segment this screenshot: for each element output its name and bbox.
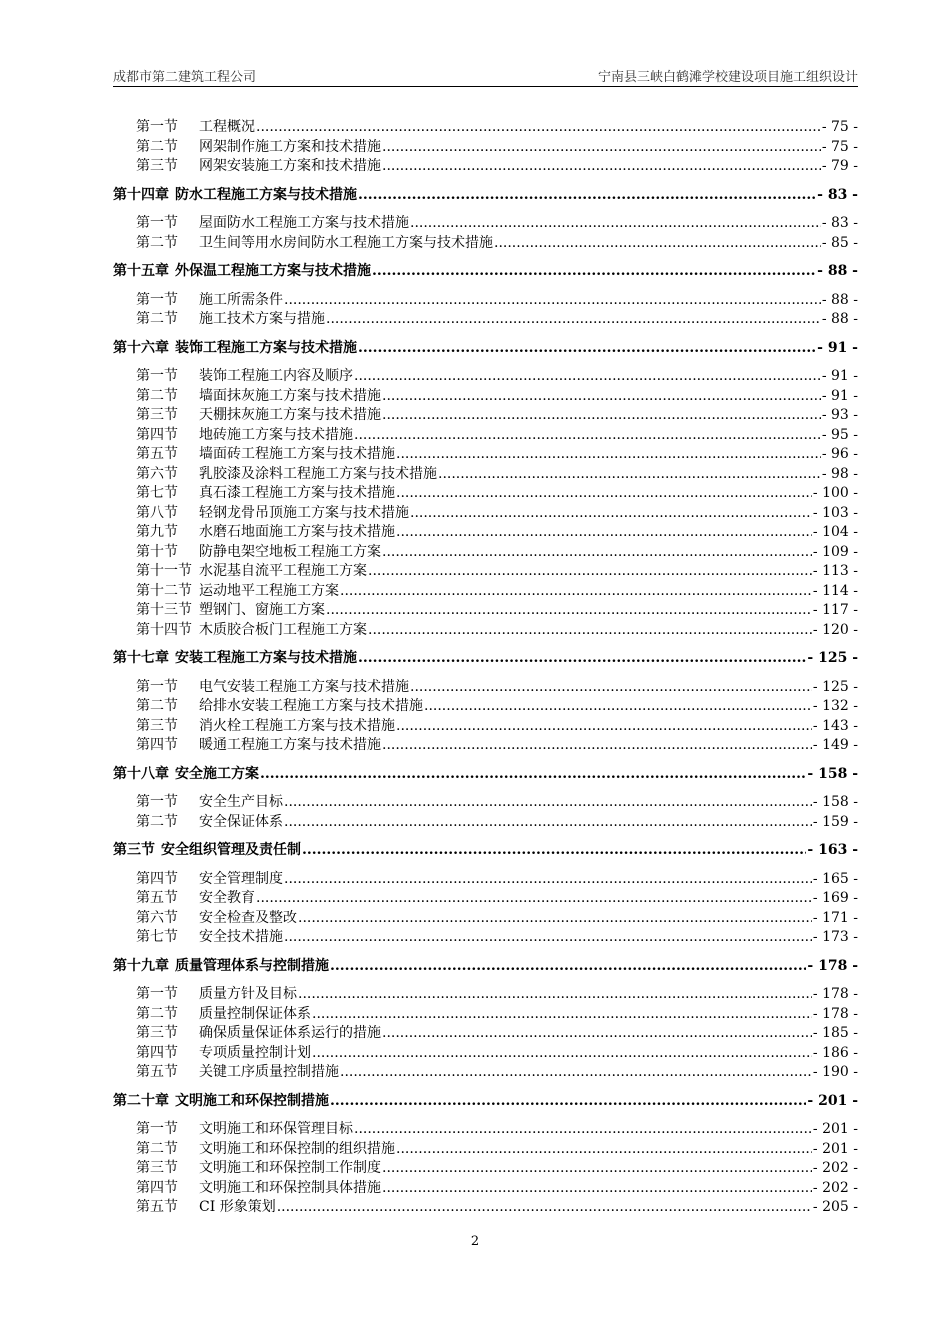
toc-entry-number: 第十一节: [136, 563, 192, 579]
toc-dot-leader: [340, 583, 812, 599]
toc-section-entry[interactable]: [113, 232, 858, 252]
toc-entry-title: 质量控制保证体系: [199, 1005, 311, 1022]
page-header: [113, 66, 858, 87]
toc-dot-leader: [382, 407, 821, 423]
toc-section-entry[interactable]: [113, 695, 858, 715]
toc-entry-title: 安全检查及整改: [199, 909, 297, 926]
toc-entry-title: 工程概况: [199, 119, 255, 135]
toc-section-entry[interactable]: [113, 887, 858, 907]
toc-entry-title: 天棚抹灰施工方案与技术措施: [199, 407, 381, 423]
toc-entry-page: - 202 -: [812, 1160, 858, 1176]
toc-dot-leader: [424, 698, 812, 714]
toc-entry-number: 第四节: [136, 870, 178, 887]
toc-section-entry[interactable]: [113, 811, 858, 831]
toc-entry-page: - 79 -: [821, 158, 858, 174]
toc-entry-title: 塑钢门、窗施工方案: [199, 602, 325, 618]
toc-dot-leader: [410, 679, 812, 695]
toc-entry-title: 防水工程施工方案与技术措施: [175, 186, 357, 203]
toc-entry-page: - 169 -: [812, 890, 858, 906]
toc-entry-number: 第五节: [136, 1199, 178, 1215]
toc-dot-leader: [330, 958, 806, 974]
toc-dot-leader: [358, 650, 806, 666]
toc-chapter-entry[interactable]: [113, 839, 858, 859]
toc-entry-number: 第二节: [136, 1140, 178, 1157]
toc-entry-page: - 103 -: [812, 504, 858, 521]
toc-entry-number: 第十二节: [136, 582, 192, 599]
toc-entry-page: - 109 -: [812, 543, 858, 560]
toc-chapter-entry[interactable]: [113, 955, 858, 975]
toc-entry-page: - 114 -: [812, 582, 858, 599]
company-name: 成都市第二建筑工程公司: [113, 70, 257, 85]
toc-section-entry[interactable]: [113, 983, 858, 1003]
toc-entry-page: - 158 -: [807, 765, 858, 782]
toc-entry-number: 第一节: [136, 215, 178, 231]
toc-entry-page: - 88 -: [817, 263, 858, 279]
toc-entry-page: - 120 -: [812, 621, 858, 638]
toc-entry-number: 第五节: [136, 446, 178, 462]
toc-entry-title: 安全管理制度: [199, 870, 283, 887]
toc-entry-number: 第一节: [136, 368, 178, 384]
toc-entry-title: 轻钢龙骨吊顶施工方案与技术措施: [199, 504, 409, 521]
toc-section-entry[interactable]: [113, 580, 858, 600]
toc-entry-page: - 158 -: [812, 794, 858, 810]
toc-entry-title: 暖通工程施工方案与技术措施: [199, 737, 381, 753]
toc-section-entry[interactable]: [113, 1061, 858, 1081]
toc-entry-number: 第一节: [136, 1121, 178, 1137]
toc-section-entry[interactable]: [113, 463, 858, 483]
toc-entry-number: 第十九章: [113, 957, 169, 974]
toc-dot-leader: [368, 622, 812, 638]
toc-entry-number: 第二节: [136, 311, 178, 327]
toc-entry-number: 第二十章: [113, 1092, 169, 1109]
toc-entry-page: - 93 -: [821, 407, 858, 423]
toc-entry-number: 第一节: [136, 678, 178, 695]
toc-entry-title: 网架制作施工方案和技术措施: [199, 138, 381, 155]
toc-entry-title: 乳胶漆及涂料工程施工方案与技术措施: [199, 465, 437, 482]
toc-entry-page: - 202 -: [812, 1179, 858, 1196]
toc-dot-leader: [382, 388, 821, 404]
toc-entry-page: - 96 -: [821, 446, 858, 462]
toc-chapter-entry[interactable]: [113, 1090, 858, 1110]
toc-entry-page: - 75 -: [821, 119, 858, 135]
toc-entry-page: - 85 -: [821, 234, 858, 251]
toc-dot-leader: [368, 563, 812, 579]
toc-entry-page: - 178 -: [812, 986, 858, 1002]
toc-entry-page: - 98 -: [821, 465, 858, 482]
toc-entry-number: 第二节: [136, 138, 178, 155]
toc-entry-number: 第七节: [136, 485, 178, 501]
toc-entry-title: 文明施工和环保控制工作制度: [199, 1160, 381, 1176]
toc-section-entry[interactable]: [113, 521, 858, 541]
toc-section-entry[interactable]: [113, 1003, 858, 1023]
toc-entry-page: - 163 -: [807, 842, 858, 858]
toc-entry-title: 文明施工和环保控制具体措施: [199, 1179, 381, 1196]
toc-entry-page: - 113 -: [812, 563, 858, 579]
toc-entry-number: 第十三节: [136, 602, 192, 618]
toc-section-entry[interactable]: [113, 599, 858, 619]
toc-entry-title: 安全组织管理及责任制: [161, 842, 301, 858]
toc-entry-title: 防静电架空地板工程施工方案: [199, 543, 381, 560]
toc-section-entry[interactable]: [113, 136, 858, 156]
toc-dot-leader: [256, 119, 821, 135]
toc-dot-leader: [382, 1025, 812, 1041]
toc-section-entry[interactable]: [113, 560, 858, 580]
toc-entry-number: 第十四章: [113, 186, 169, 203]
toc-dot-leader: [330, 1093, 806, 1109]
toc-entry-page: - 165 -: [812, 870, 858, 887]
toc-entry-page: - 88 -: [821, 311, 858, 327]
toc-entry-title: 水泥基自流平工程施工方案: [199, 563, 367, 579]
toc-entry-page: - 149 -: [812, 737, 858, 753]
toc-chapter-entry[interactable]: [113, 763, 858, 783]
toc-entry-page: - 117 -: [812, 602, 858, 618]
toc-entry-title: 木质胶合板门工程施工方案: [199, 621, 367, 638]
toc-entry-page: - 171 -: [812, 909, 858, 926]
toc-section-entry[interactable]: [113, 308, 858, 328]
toc-entry-number: 第三节: [136, 158, 178, 174]
toc-entry-number: 第六节: [136, 465, 178, 482]
toc-entry-number: 第一节: [136, 291, 178, 308]
toc-entry-title: 消火栓工程施工方案与技术措施: [199, 717, 395, 734]
toc-entry-number: 第十六章: [113, 339, 169, 356]
toc-entry-title: 文明施工和环保控制的组织措施: [199, 1140, 395, 1157]
toc-section-entry[interactable]: [113, 116, 858, 136]
toc-entry-title: 给排水安装工程施工方案与技术措施: [199, 698, 423, 714]
toc-dot-leader: [396, 718, 812, 734]
toc-dot-leader: [326, 311, 821, 327]
toc-entry-number: 第四节: [136, 426, 178, 443]
toc-entry-title: 电气安装工程施工方案与技术措施: [199, 678, 409, 695]
toc-dot-leader: [298, 986, 812, 1002]
toc-entry-title: 卫生间等用水房间防水工程施工方案与技术措施: [199, 234, 493, 251]
toc-entry-title: 施工技术方案与措施: [199, 311, 325, 327]
toc-section-entry[interactable]: [113, 155, 858, 175]
toc-dot-leader: [312, 1006, 812, 1022]
toc-dot-leader: [372, 263, 816, 279]
toc-entry-title: 安装工程施工方案与技术措施: [175, 650, 357, 666]
toc-section-entry[interactable]: [113, 791, 858, 811]
toc-entry-page: - 75 -: [821, 138, 858, 155]
toc-section-entry[interactable]: [113, 365, 858, 385]
toc-section-entry[interactable]: [113, 404, 858, 424]
toc-dot-leader: [326, 602, 812, 618]
toc-entry-page: - 125 -: [807, 650, 858, 666]
toc-entry-page: - 178 -: [807, 957, 858, 974]
toc-entry-title: 文明施工和环保控制措施: [175, 1092, 329, 1109]
toc-section-entry[interactable]: [113, 868, 858, 888]
toc-entry-page: - 83 -: [821, 215, 858, 231]
page-number: 2: [470, 1234, 480, 1249]
toc-entry-number: 第七节: [136, 929, 178, 945]
toc-entry-title: 关键工序质量控制措施: [199, 1064, 339, 1080]
toc-entry-title: 文明施工和环保管理目标: [199, 1121, 353, 1137]
toc-entry-title: 安全保证体系: [199, 813, 283, 830]
toc-entry-number: 第十七章: [113, 650, 169, 666]
toc-entry-page: - 143 -: [812, 717, 858, 734]
toc-dot-leader: [260, 766, 806, 782]
toc-entry-title: 确保质量保证体系运行的措施: [199, 1025, 381, 1041]
toc-entry-page: - 173 -: [812, 929, 858, 945]
toc-chapter-entry[interactable]: [113, 184, 858, 204]
toc-entry-page: - 186 -: [812, 1044, 858, 1061]
toc-entry-number: 第二节: [136, 1005, 178, 1022]
toc-entry-title: 施工所需条件: [199, 291, 283, 308]
toc-dot-leader: [410, 215, 821, 231]
toc-section-entry[interactable]: [113, 676, 858, 696]
toc-entry-number: 第三节: [113, 842, 155, 858]
toc-entry-title: 装饰工程施工内容及顺序: [199, 368, 353, 384]
toc-entry-number: 第九节: [136, 524, 178, 540]
toc-dot-leader: [284, 871, 812, 887]
toc-entry-number: 第三节: [136, 717, 178, 734]
toc-section-entry[interactable]: [113, 1157, 858, 1177]
toc-entry-title: 墙面砖工程施工方案与技术措施: [199, 446, 395, 462]
toc-entry-title: 运动地平工程施工方案: [199, 582, 339, 599]
toc-dot-leader: [284, 929, 812, 945]
toc-dot-leader: [396, 524, 812, 540]
toc-entry-page: - 185 -: [812, 1025, 858, 1041]
toc-entry-number: 第三节: [136, 1160, 178, 1176]
toc-entry-title: 屋面防水工程施工方案与技术措施: [199, 215, 409, 231]
toc-section-entry[interactable]: [113, 541, 858, 561]
toc-entry-number: 第十节: [136, 543, 178, 560]
toc-entry-title: CI 形象策划: [199, 1199, 276, 1215]
toc-entry-number: 第八节: [136, 504, 178, 521]
toc-dot-leader: [382, 544, 812, 560]
toc-section-entry[interactable]: [113, 1118, 858, 1138]
toc-section-entry[interactable]: [113, 619, 858, 639]
toc-entry-page: - 88 -: [821, 291, 858, 308]
table-of-contents: [113, 116, 858, 1216]
toc-dot-leader: [382, 158, 821, 174]
toc-entry-number: 第一节: [136, 986, 178, 1002]
toc-entry-number: 第二节: [136, 234, 178, 251]
toc-section-entry[interactable]: [113, 443, 858, 463]
toc-dot-leader: [354, 427, 821, 443]
toc-entry-page: - 190 -: [812, 1064, 858, 1080]
toc-chapter-entry[interactable]: [113, 647, 858, 667]
toc-section-entry[interactable]: [113, 907, 858, 927]
toc-entry-title: 质量管理体系与控制措施: [175, 957, 329, 974]
toc-entry-page: - 95 -: [821, 426, 858, 443]
toc-entry-number: 第四节: [136, 737, 178, 753]
toc-entry-page: - 178 -: [812, 1005, 858, 1022]
toc-dot-leader: [312, 1045, 812, 1061]
toc-section-entry[interactable]: [113, 289, 858, 309]
toc-dot-leader: [277, 1199, 812, 1215]
toc-section-entry[interactable]: [113, 734, 858, 754]
toc-chapter-entry[interactable]: [113, 337, 858, 357]
toc-section-entry[interactable]: [113, 1138, 858, 1158]
toc-entry-number: 第二节: [136, 698, 178, 714]
toc-entry-number: 第四节: [136, 1179, 178, 1196]
document-title: 宁南县三峡白鹤滩学校建设项目施工组织设计: [597, 70, 858, 85]
toc-entry-number: 第二节: [136, 387, 178, 404]
toc-dot-leader: [354, 1121, 812, 1137]
toc-entry-page: - 125 -: [812, 678, 858, 695]
toc-chapter-entry[interactable]: [113, 260, 858, 280]
toc-dot-leader: [358, 187, 816, 203]
toc-entry-title: 外保温工程施工方案与技术措施: [175, 263, 371, 279]
toc-entry-number: 第三节: [136, 407, 178, 423]
toc-dot-leader: [382, 737, 812, 753]
toc-dot-leader: [284, 794, 812, 810]
toc-entry-page: - 100 -: [812, 485, 858, 501]
toc-entry-number: 第二节: [136, 813, 178, 830]
toc-section-entry[interactable]: [113, 1042, 858, 1062]
toc-entry-number: 第一节: [136, 794, 178, 810]
toc-entry-page: - 201 -: [812, 1140, 858, 1157]
toc-section-entry[interactable]: [113, 1177, 858, 1197]
toc-entry-number: 第三节: [136, 1025, 178, 1041]
toc-dot-leader: [302, 842, 806, 858]
toc-entry-title: 真石漆工程施工方案与技术措施: [199, 485, 395, 501]
toc-entry-number: 第四节: [136, 1044, 178, 1061]
toc-entry-number: 第六节: [136, 909, 178, 926]
toc-entry-title: 安全施工方案: [175, 765, 259, 782]
toc-dot-leader: [396, 1141, 812, 1157]
toc-entry-number: 第十八章: [113, 765, 169, 782]
toc-entry-number: 第十四节: [136, 621, 192, 638]
toc-entry-page: - 205 -: [812, 1199, 858, 1215]
toc-dot-leader: [396, 485, 812, 501]
toc-dot-leader: [354, 368, 821, 384]
toc-entry-number: 第一节: [136, 119, 178, 135]
toc-entry-title: 水磨石地面施工方案与技术措施: [199, 524, 395, 540]
toc-dot-leader: [298, 910, 812, 926]
toc-dot-leader: [256, 890, 812, 906]
toc-dot-leader: [396, 446, 821, 462]
toc-dot-leader: [284, 814, 812, 830]
toc-entry-page: - 159 -: [812, 813, 858, 830]
toc-section-entry[interactable]: [113, 385, 858, 405]
toc-entry-number: 第十五章: [113, 263, 169, 279]
toc-entry-title: 安全生产目标: [199, 794, 283, 810]
toc-dot-leader: [358, 340, 816, 356]
toc-entry-number: 第五节: [136, 1064, 178, 1080]
toc-dot-leader: [382, 1180, 812, 1196]
toc-entry-title: 质量方针及目标: [199, 986, 297, 1002]
toc-entry-title: 安全技术措施: [199, 929, 283, 945]
toc-entry-title: 墙面抹灰施工方案与技术措施: [199, 387, 381, 404]
toc-section-entry[interactable]: [113, 926, 858, 946]
toc-entry-page: - 201 -: [812, 1121, 858, 1137]
toc-entry-page: - 83 -: [817, 186, 858, 203]
toc-entry-title: 网架安装施工方案和技术措施: [199, 158, 381, 174]
toc-entry-number: 第五节: [136, 890, 178, 906]
toc-dot-leader: [494, 235, 821, 251]
toc-entry-page: - 104 -: [812, 524, 858, 540]
toc-dot-leader: [284, 292, 821, 308]
toc-entry-title: 专项质量控制计划: [199, 1044, 311, 1061]
toc-dot-leader: [340, 1064, 812, 1080]
toc-entry-title: 地砖施工方案与技术措施: [199, 426, 353, 443]
toc-entry-page: - 132 -: [812, 698, 858, 714]
toc-section-entry[interactable]: [113, 502, 858, 522]
toc-entry-page: - 91 -: [821, 387, 858, 404]
toc-dot-leader: [438, 466, 821, 482]
toc-dot-leader: [382, 1160, 812, 1176]
toc-entry-title: 安全教育: [199, 890, 255, 906]
toc-entry-page: - 201 -: [807, 1092, 858, 1109]
toc-entry-page: - 91 -: [817, 339, 858, 356]
toc-entry-page: - 91 -: [821, 368, 858, 384]
toc-section-entry[interactable]: [113, 212, 858, 232]
toc-section-entry[interactable]: [113, 424, 858, 444]
toc-section-entry[interactable]: [113, 482, 858, 502]
toc-entry-title: 装饰工程施工方案与技术措施: [175, 339, 357, 356]
toc-section-entry[interactable]: [113, 1022, 858, 1042]
toc-dot-leader: [410, 505, 812, 521]
toc-section-entry[interactable]: [113, 1196, 858, 1216]
toc-dot-leader: [382, 139, 821, 155]
toc-section-entry[interactable]: [113, 715, 858, 735]
